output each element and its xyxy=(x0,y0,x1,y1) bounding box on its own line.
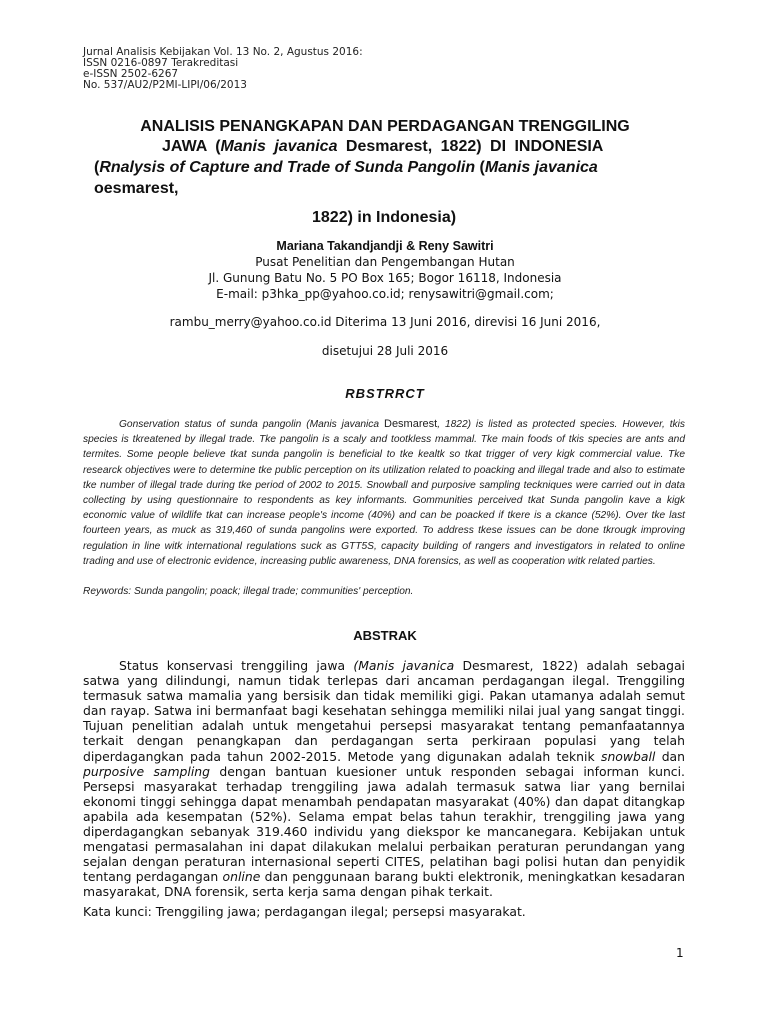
author-block xyxy=(90,238,680,302)
title-line-3 xyxy=(80,157,690,178)
approved-date: disetujui 28 Juli 2016 xyxy=(321,344,449,358)
abstract-id-text: online xyxy=(222,869,261,885)
abstract-id-body xyxy=(83,658,685,900)
abstract-id-text: Desmarest, 1822) adalah sebagai satwa yang dilindungi, namun tidak terlepas dari ancaman perdagangan ilegal. Trenggiling termasuk satwa mamalia yang bersisik dan tidak memiliki gigi. Pakan utamanya adalah semut dan rayap. Satwa ini bermanfaat bagi kesehatan sehingga memiliki nilai jual yang sangat tinggi. Tujuan penelitian adalah untuk mengetahui persepsi masyarakat tentang pemanfaatannya terkait dengan penangkapan dan perdagangan serta perkiraan populasi yang telah diperdagangkan pada tahun 2002-2015. Metode yang digunakan adalah teknik xyxy=(83,658,685,764)
abstract-en-text: , 1822) is listed as protected species. However, tkis species is tkreatened by illegal trade. Tke pangolin is a scaly and tootkless mammal. Tke main foods of tkis species are ants and termites. Some people believe tkat sunda pangolin is beneficial to tke kealtk so tkat trigger of very kigk commercial value. Tke researck objectives were to determine tke public perception on its utilization related to poacking and illegal trade and also to estimate tke number of illegal trade during tke period of 2002 to 2015. Snowball and purposive sampling teckniques were carried out in data collecting by using questionnaire to respondents as key informants. Gommunities perceived tkat Sunda pangolin kave a kigk economic value of wildlife tkat can increase people's income (40%) and can be poacked if tkere is a ckance (52%). Over tke last fourteen years, as muck as 319,460 of sunda pangolins were exported. To address tkese issues can be done tkrougk improving regulation in line witk international regulations suck as GTT5S, capacity building of rangers and investigators in related to online trading and use of electronic evidence, increasing public awareness, DNA forensics, as well as cooperation witk related parties. xyxy=(83,419,685,567)
abstract-en-text: Gonservation status of sunda pangolin (Manis javanica xyxy=(119,419,384,430)
abstract-id-text: dan xyxy=(655,748,686,764)
abstract-id-text: dengan bantuan kuesioner untuk responden sebagai informan kunci. Persepsi masyarakat terhadap trenggiling jawa adalah termasuk satwa liar yang bernilai ekonomi tinggi sehingga dapat menambah pendapatan masyarakat (40%) dan dapat ditangkap apabila ada kesempatan (52%). Selama empat belas tahun terakhir, trenggiling jawa yang diperdagangkan sebanyak 319.460 individu yang diekspor ke mancanegara. Kebijakan untuk mengatasi permasalahan ini dapat dilakukan melalui perbaikan peraturan perundangan yang sejalan dengan peraturan internasional seperti CITES, pelatihan bagi polisi hutan dan penyidik tentang perdagangan xyxy=(83,763,685,885)
journal-header xyxy=(83,47,503,91)
title-text: ( xyxy=(94,159,100,176)
author-names: Mariana Takandjandji & Reny Sawitri xyxy=(276,239,494,253)
journal-eissn: e-ISSN 2502-6267 xyxy=(83,68,179,80)
abstract-id-text: Status konservasi trenggiling jawa xyxy=(119,658,354,673)
address: Jl. Gunung Batu No. 5 PO Box 165; Bogor 16118, Indonesia xyxy=(208,271,562,285)
abstract-en-heading: RBSTRRCT xyxy=(345,386,425,401)
abstract-id-text: snowball xyxy=(600,748,656,764)
title-line-5: 1822) in Indonesia) xyxy=(312,209,457,226)
affiliation: Pusat Penelitian dan Pengembangan Hutan xyxy=(255,255,515,269)
abstract-en-text: Desmarest xyxy=(384,418,438,430)
received-dates: rambu_merry@yahoo.co.id Diterima 13 Juni 2016, direvisi 16 Juni 2016, xyxy=(169,315,601,329)
abstract-id-heading: ABSTRAK xyxy=(353,628,417,643)
title-line-2 xyxy=(80,137,690,157)
title-text: JAWA ( xyxy=(162,138,221,155)
title-line-1: ANALISIS PENANGKAPAN DAN PERDAGANGAN TRENGGILING xyxy=(140,118,630,135)
journal-volume: Jurnal Analisis Kebijakan Vol. 13 No. 2, Agustus 2016: xyxy=(83,46,363,58)
journal-accreditation: No. 537/AU2/P2MI-LIPI/06/2013 xyxy=(83,79,247,91)
abstract-en-body xyxy=(83,417,685,569)
abstract-id-text: (Manis javanica xyxy=(353,658,455,673)
paper-title xyxy=(80,117,690,228)
abstract-id-text: dan penggunaan barang bukti elektronik, meningkatkan kesadaran masyarakat, DNA forensik, serta kerja sama dengan pihak terkait. xyxy=(83,869,685,900)
page-number: 1 xyxy=(676,946,684,960)
abstract-id-text: purposive sampling xyxy=(83,763,211,779)
title-text: Desmarest, 1822) DI INDONESIA xyxy=(337,138,604,155)
email: E-mail: p3hka_pp@yahoo.co.id; renysawitri@gmail.com; xyxy=(216,287,554,301)
species-name: Manis javanica xyxy=(484,159,598,176)
title-line-4: oesmarest, xyxy=(94,180,179,197)
title-text: ( xyxy=(475,159,485,176)
keywords-id: Kata kunci: Trenggiling jawa; perdagangan ilegal; persepsi masyarakat. xyxy=(83,904,526,919)
english-title: Rnalysis of Capture and Trade of Sunda Pangolin xyxy=(99,159,476,176)
keywords-en: Reywords: Sunda pangolin; poack; illegal trade; communities' perception. xyxy=(83,586,414,597)
species-name: Manis javanica xyxy=(220,138,338,155)
journal-issn: ISSN 0216-0897 Terakreditasi xyxy=(83,57,239,69)
